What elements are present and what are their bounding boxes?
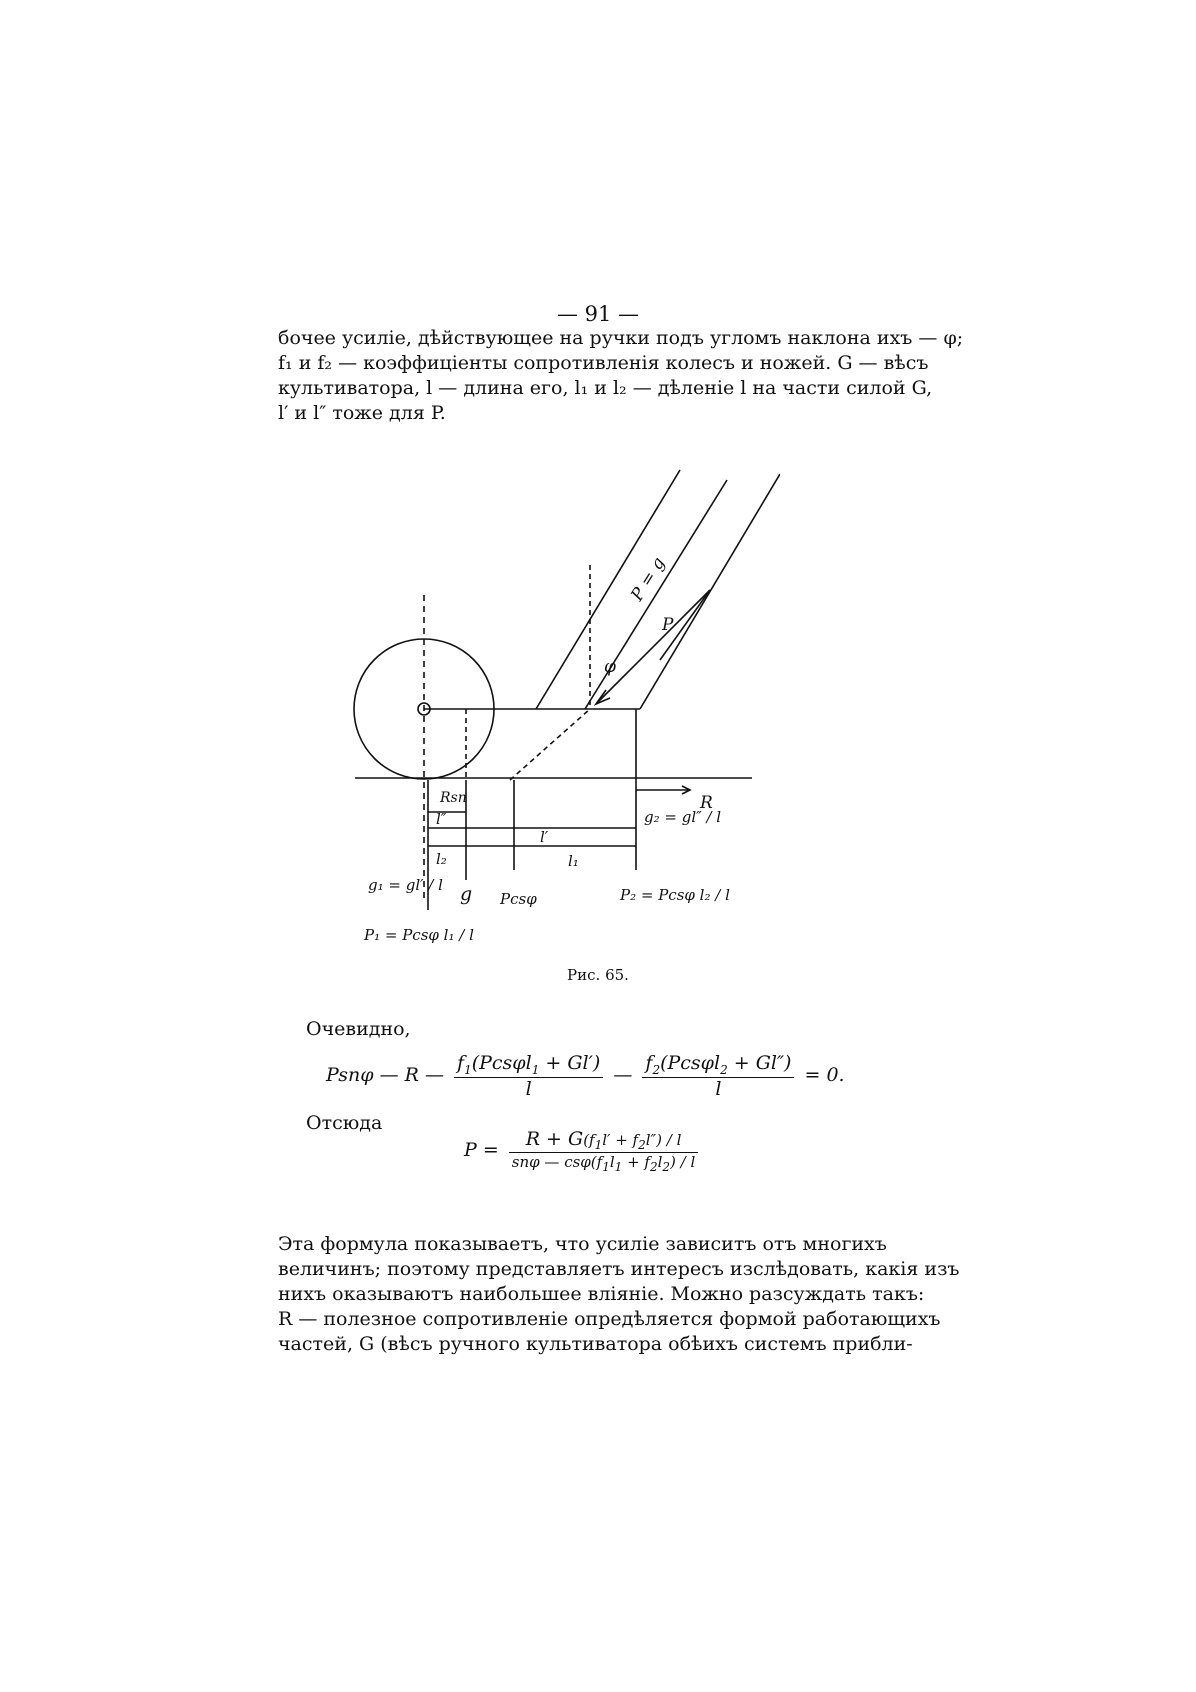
label-l-double-prime: l″ [436,810,447,828]
label-g: g [460,883,473,905]
label-pcs: Pcsφ [500,890,537,908]
diagonal-dashed [510,709,590,780]
figure-65-diagram [330,460,780,960]
label-g2: g₂ = gl″ / l [644,808,722,826]
equation-2: P = $\frac{R + G(f_1l' + f_2l'') / l}{sn\varphi — cs\varphi(f_1l_1 + f_2l_2) / l}$ [464,1128,702,1174]
paragraph-1 [278,326,964,426]
handle-right [640,474,780,709]
figure-caption: Рис. 65. [567,966,629,984]
paragraph-2-line: величинъ; поэтому представляетъ интересъ изслѣдовать, какія изъ [278,1258,960,1280]
label-p1: P₁ = Pcsφ l₁ / l [364,926,474,944]
label-phi: φ [604,657,616,677]
label-l2: l₂ [436,850,447,868]
paragraph-2-line: нихъ оказываютъ наибольшее вліяніе. Можно разсуждать такъ: [278,1283,925,1305]
label-g1: g₁ = gl′ / l [368,876,443,894]
paragraph-2 [278,1232,960,1357]
page-number: — 91 — [556,302,640,326]
ochevidno-text: Очевидно, [306,1018,411,1040]
label-l1: l₁ [568,852,579,870]
paragraph-1-line: l′ и l″ тоже для P. [278,402,446,424]
equation-1: Psnφ — R — $\frac{f_1(Pcs\varphi l_1 + Gl')}{l}$ — $\frac{f_2(Pcs\varphi l_2 + Gl'')}{l}$ = 0. [326,1052,845,1100]
paragraph-1-line: бочее усиліе, дѣйствующее на ручки подъ угломъ наклона ихъ — φ; [278,327,964,349]
paragraph-2-line: R — полезное сопротивленіе опредѣляется формой работающихъ [278,1308,941,1330]
fraction-1: $\frac{f_1(Pcs\varphi l_1 + Gl')}{l}$ [454,1052,603,1100]
label-p-eq-g: P = g [627,553,670,605]
paragraph-1-line: f₁ и f₂ — коэффиціенты сопротивленія колесъ и ножей. G — вѣсъ [278,352,929,374]
label-l-prime: l′ [540,828,549,846]
paragraph-1-line: культиватора, l — длина его, l₁ и l₂ — дѣленіе l на части силой G, [278,377,933,399]
paragraph-2-line: Эта формула показываетъ, что усиліе зависитъ отъ многихъ [278,1233,887,1255]
paragraph-2-line: частей, G (вѣсъ ручного культиватора обѣихъ системъ прибли- [278,1333,913,1355]
label-p: P [662,615,674,635]
label-rsn: Rsn [440,790,467,806]
label-p2: P₂ = Pcsφ l₂ / l [620,886,730,904]
fraction-2: $\frac{f_2(Pcs\varphi l_2 + Gl'')}{l}$ [642,1052,794,1100]
label-r: R [700,793,713,813]
otsyuda-text: Отсюда [306,1112,383,1134]
fraction-main: $\frac{R + G(f_1l' + f_2l'') / l}{sn\varphi — cs\varphi(f_1l_1 + f_2l_2) / l}$ [509,1128,699,1174]
